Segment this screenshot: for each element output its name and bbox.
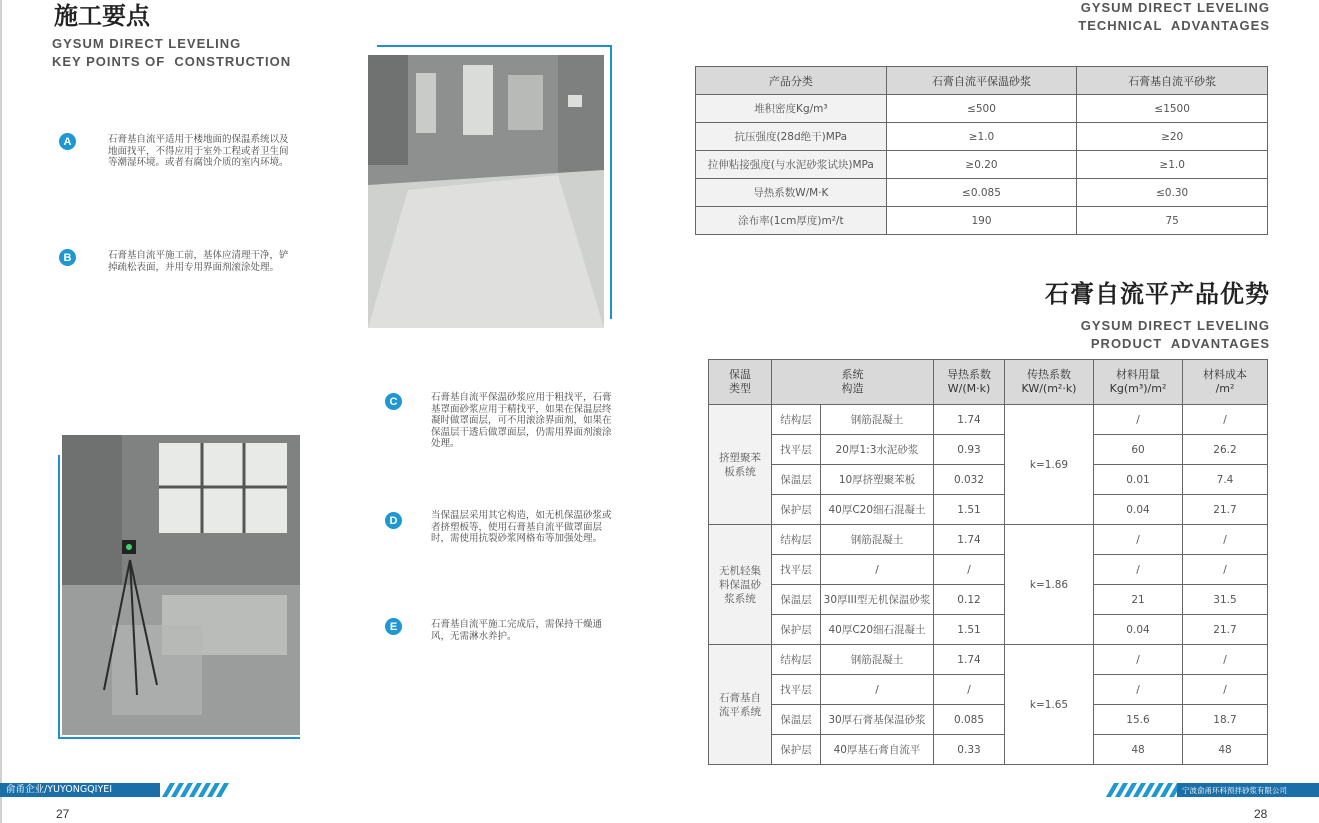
- spec-row: [696, 95, 1268, 123]
- adv-construction-cell: 钢筋混凝土: [821, 645, 934, 675]
- adv-construction-cell: 40厚C20细石混凝土: [821, 495, 934, 525]
- adv-usage-cell: 48: [1094, 735, 1183, 765]
- adv-usage-cell: /: [1094, 555, 1183, 585]
- adv-cost-cell: /: [1183, 525, 1268, 555]
- adv-usage-cell: 0.04: [1094, 495, 1183, 525]
- floor-photo-illustration: [368, 55, 604, 328]
- adv-cost-cell: /: [1183, 645, 1268, 675]
- adv-cost-cell: /: [1183, 675, 1268, 705]
- adv-usage-cell: /: [1094, 525, 1183, 555]
- adv-layer-cell: 保温层: [772, 705, 821, 735]
- point-e-text: 石膏基自流平施工完成后，需保持干燥通风，无需淋水养护。: [431, 619, 603, 642]
- footer-brand: 俞甬企业/YUYONGQIYEI: [6, 784, 113, 795]
- adv-conductivity-cell: /: [934, 675, 1005, 705]
- adv-conductivity-cell: 0.085: [934, 705, 1005, 735]
- spec-cell: 导热系数W/M·K: [696, 179, 887, 207]
- adv-layer-cell: 保护层: [772, 735, 821, 765]
- point-a-text: 石膏基自流平适用于楼地面的保温系统以及地面找平，不得应用于室外工程或者卫生间等潮湿环境。或者有腐蚀介质的室内环境。: [108, 134, 289, 168]
- point-c-text: 石膏基自流平保温砂浆应用于粗找平，石膏基罩面砂浆应用于精找平，如果在保温层终凝时做罩面层，可不用滚涂界面剂，如果在保温层干透后做罩面层，仍需用界面剂滚涂处理。: [431, 392, 612, 449]
- adv-conductivity-cell: 1.74: [934, 405, 1005, 435]
- footer-company: 宁波俞甬环科预拌砂浆有限公司: [1182, 786, 1287, 795]
- adv-k-cell: k=1.69: [1005, 405, 1094, 525]
- adv-conductivity-cell: 1.51: [934, 615, 1005, 645]
- badge-c: C: [385, 393, 402, 410]
- adv-system-cell: 无机轻集 料保温砂 浆系统: [709, 525, 772, 645]
- adv-k-cell: k=1.86: [1005, 525, 1094, 645]
- adv-layer-cell: 保护层: [772, 615, 821, 645]
- spec-cell: 涂布率(1cm厚度)m²/t: [696, 207, 887, 235]
- spec-cell: 190: [886, 207, 1077, 235]
- spec-header-cell: 石膏自流平保温砂浆: [886, 67, 1077, 95]
- adv-row: [709, 735, 1268, 765]
- adv-header-cell: 保温 类型: [709, 360, 772, 405]
- adv-layer-cell: 保护层: [772, 495, 821, 525]
- footer-stripes-left: [166, 783, 225, 797]
- spec-cell: ≥1.0: [1077, 151, 1268, 179]
- adv-layer-cell: 找平层: [772, 435, 821, 465]
- tripod-photo-illustration: [62, 435, 300, 735]
- adv-row: [709, 585, 1268, 615]
- adv-construction-cell: 30厚III型无机保温砂浆: [821, 585, 934, 615]
- page-edge: [0, 0, 2, 823]
- spec-cell: ≥0.20: [886, 151, 1077, 179]
- spec-cell: 拉伸粘接强度(与水泥砂浆试块)MPa: [696, 151, 887, 179]
- adv-construction-cell: /: [821, 555, 934, 585]
- adv-row: [709, 465, 1268, 495]
- adv-row: [709, 705, 1268, 735]
- footer-stripes-right: [1110, 783, 1178, 797]
- adv-cost-cell: /: [1183, 405, 1268, 435]
- spec-cell: ≤0.085: [886, 179, 1077, 207]
- badge-e: E: [385, 618, 402, 635]
- adv-cost-cell: 18.7: [1183, 705, 1268, 735]
- adv-construction-cell: 40厚基石膏自流平: [821, 735, 934, 765]
- adv-construction-cell: 40厚C20细石混凝土: [821, 615, 934, 645]
- adv-layer-cell: 找平层: [772, 555, 821, 585]
- spec-cell: ≤0.30: [1077, 179, 1268, 207]
- adv-usage-cell: /: [1094, 405, 1183, 435]
- point-b-text: 石膏基自流平施工前，基体应清理干净，铲掉疏松表面，并用专用界面剂滚涂处理。: [108, 250, 289, 273]
- adv-row: [709, 525, 1268, 555]
- spec-cell: 抗压强度(28d绝干)MPa: [696, 123, 887, 151]
- technical-header-en: GYSUM DIRECT LEVELING TECHNICAL ADVANTAGES: [1078, 0, 1270, 33]
- adv-cost-cell: /: [1183, 555, 1268, 585]
- adv-cost-cell: 31.5: [1183, 585, 1268, 615]
- spec-cell: ≥20: [1077, 123, 1268, 151]
- adv-conductivity-cell: 0.93: [934, 435, 1005, 465]
- spec-cell: 75: [1077, 207, 1268, 235]
- tripod-photo: [62, 435, 300, 735]
- adv-row: [709, 555, 1268, 585]
- adv-k-cell: k=1.65: [1005, 645, 1094, 765]
- adv-layer-cell: 保温层: [772, 585, 821, 615]
- adv-usage-cell: 0.01: [1094, 465, 1183, 495]
- badge-d: D: [385, 512, 402, 529]
- advantages-subtitle-en: GYSUM DIRECT LEVELING PRODUCT ADVANTAGES: [1080, 318, 1270, 351]
- spec-header-cell: 石膏基自流平砂浆: [1077, 67, 1268, 95]
- adv-construction-cell: /: [821, 675, 934, 705]
- adv-layer-cell: 结构层: [772, 645, 821, 675]
- adv-cost-cell: 7.4: [1183, 465, 1268, 495]
- adv-header-cell: 材料用量 Kg(m³)/m²: [1094, 360, 1183, 405]
- adv-usage-cell: 0.04: [1094, 615, 1183, 645]
- spec-cell: ≤500: [886, 95, 1077, 123]
- adv-system-cell: 挤塑聚苯 板系统: [709, 405, 772, 525]
- spec-row: [696, 179, 1268, 207]
- adv-construction-cell: 10厚挤塑聚苯板: [821, 465, 934, 495]
- adv-row: [709, 405, 1268, 435]
- adv-usage-cell: 21: [1094, 585, 1183, 615]
- adv-layer-cell: 找平层: [772, 675, 821, 705]
- spec-table: [695, 66, 1268, 235]
- floor-photo: [368, 55, 604, 328]
- adv-usage-cell: 15.6: [1094, 705, 1183, 735]
- adv-cost-cell: 48: [1183, 735, 1268, 765]
- adv-header-cell: 导热系数 W/(M·k): [934, 360, 1005, 405]
- adv-conductivity-cell: 0.032: [934, 465, 1005, 495]
- adv-row: [709, 675, 1268, 705]
- spec-row: [696, 151, 1268, 179]
- adv-row: [709, 435, 1268, 465]
- adv-cost-cell: 21.7: [1183, 615, 1268, 645]
- adv-layer-cell: 保温层: [772, 465, 821, 495]
- adv-construction-cell: 钢筋混凝土: [821, 405, 934, 435]
- adv-cost-cell: 21.7: [1183, 495, 1268, 525]
- adv-conductivity-cell: 0.12: [934, 585, 1005, 615]
- adv-layer-cell: 结构层: [772, 405, 821, 435]
- spec-header-row: [696, 67, 1268, 95]
- adv-usage-cell: 60: [1094, 435, 1183, 465]
- adv-cost-cell: 26.2: [1183, 435, 1268, 465]
- adv-construction-cell: 30厚石膏基保温砂浆: [821, 705, 934, 735]
- badge-b: B: [59, 249, 76, 266]
- adv-header-row: [709, 360, 1268, 405]
- adv-system-cell: 石膏基自 流平系统: [709, 645, 772, 765]
- spec-header-cell: 产品分类: [696, 67, 887, 95]
- adv-header-cell: 传热系数 KW/(m²·k): [1005, 360, 1094, 405]
- page-number-right: 28: [1254, 807, 1268, 821]
- adv-usage-cell: /: [1094, 675, 1183, 705]
- spec-cell: ≥1.0: [886, 123, 1077, 151]
- advantages-title: 石膏自流平产品优势: [1045, 280, 1270, 308]
- spec-cell: ≤1500: [1077, 95, 1268, 123]
- construction-title: 施工要点: [54, 2, 150, 30]
- spec-row: [696, 207, 1268, 235]
- badge-a: A: [59, 133, 76, 150]
- adv-conductivity-cell: 1.74: [934, 645, 1005, 675]
- adv-conductivity-cell: 1.74: [934, 525, 1005, 555]
- adv-row: [709, 495, 1268, 525]
- construction-subtitle-en: GYSUM DIRECT LEVELING KEY POINTS OF CONSTRUCTION: [52, 36, 292, 69]
- spec-cell: 堆积密度Kg/m³: [696, 95, 887, 123]
- point-d-text: 当保温层采用其它构造，如无机保温砂浆或者挤塑板等，使用石膏基自流平做罩面层时，需使用抗裂砂浆网格布等加强处理。: [431, 510, 612, 544]
- adv-conductivity-cell: 1.51: [934, 495, 1005, 525]
- adv-construction-cell: 钢筋混凝土: [821, 525, 934, 555]
- adv-row: [709, 615, 1268, 645]
- adv-row: [709, 645, 1268, 675]
- adv-layer-cell: 结构层: [772, 525, 821, 555]
- adv-header-cell: 材料成本 /m²: [1183, 360, 1268, 405]
- spec-row: [696, 123, 1268, 151]
- advantages-table: [708, 359, 1268, 765]
- adv-conductivity-cell: 0.33: [934, 735, 1005, 765]
- adv-conductivity-cell: /: [934, 555, 1005, 585]
- page-number-left: 27: [56, 807, 70, 821]
- adv-usage-cell: /: [1094, 645, 1183, 675]
- adv-construction-cell: 20厚1:3水泥砂浆: [821, 435, 934, 465]
- adv-header-cell: 系统 构造: [772, 360, 934, 405]
